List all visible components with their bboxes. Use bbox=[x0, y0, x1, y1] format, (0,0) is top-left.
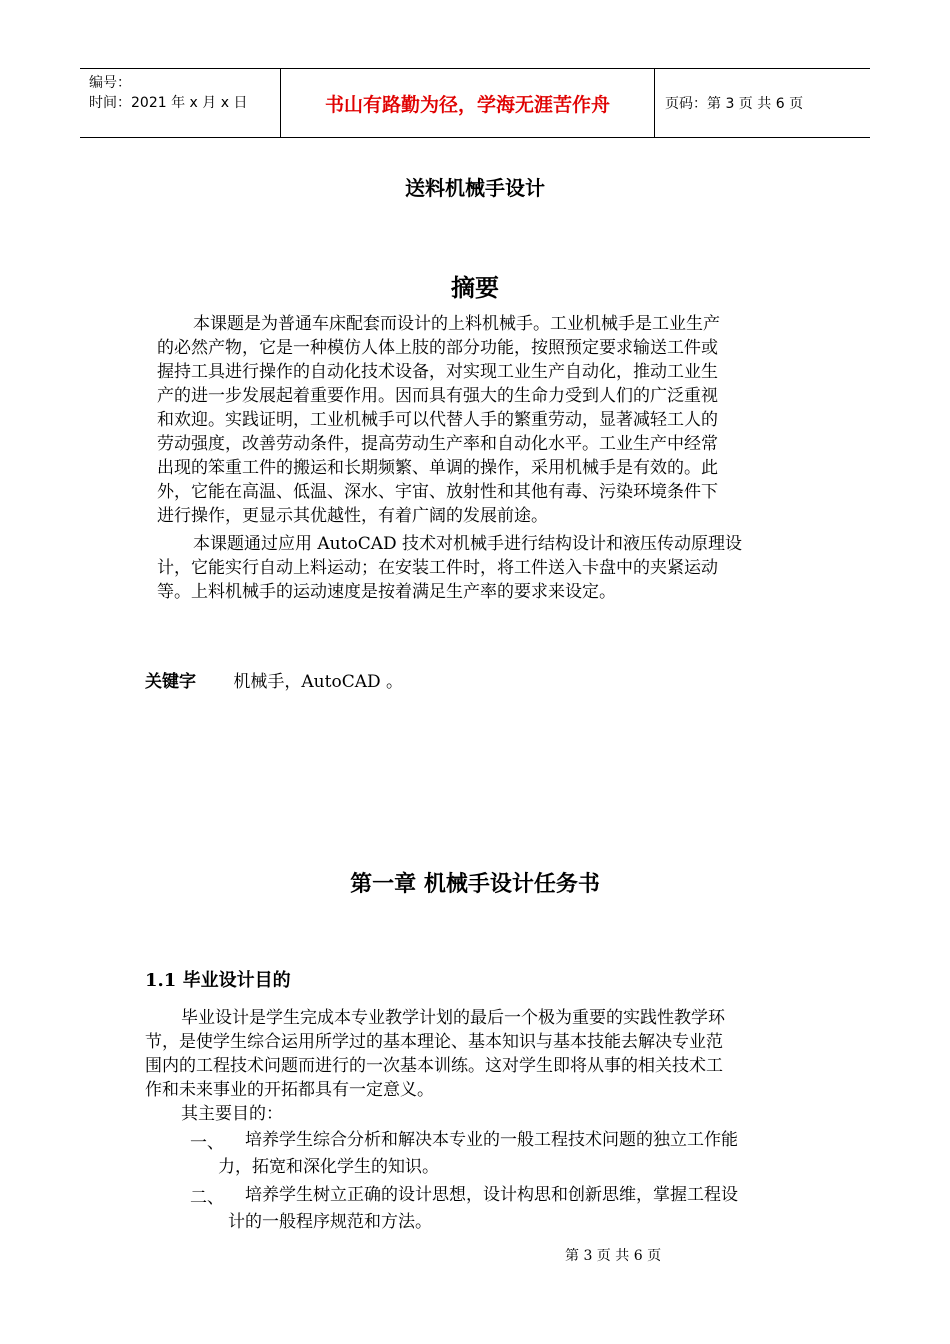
header-left-cell bbox=[80, 69, 281, 137]
abstract-line: 本课题通过应用 AutoCAD 技术对机械手进行结构设计和液压传动原理设 bbox=[193, 534, 743, 554]
section-line: 毕业设计是学生完成本专业教学计划的最后一个极为重要的实践性教学环 bbox=[181, 1008, 725, 1028]
header-table bbox=[80, 68, 870, 138]
doc-code-label: 编号： bbox=[89, 75, 131, 91]
list-item-number: 二、 bbox=[190, 1188, 224, 1208]
header-motto: 书山有路勤为径，学海无涯苦作舟 bbox=[281, 69, 655, 137]
list-item-number: 一、 bbox=[190, 1133, 224, 1153]
section-title: 1.1 毕业设计目的 bbox=[145, 970, 291, 991]
abstract-heading: 摘要 bbox=[451, 273, 499, 302]
list-item-line: 力，拓宽和深化学生的知识。 bbox=[218, 1157, 439, 1177]
abstract-line: 出现的笨重工件的搬运和长期频繁、单调的操作，采用机械手是有效的。此 bbox=[157, 458, 718, 478]
abstract-line: 产的进一步发展起着重要作用。因而具有强大的生命力受到人们的广泛重视 bbox=[157, 386, 718, 406]
section-line: 作和未来事业的开拓都具有一定意义。 bbox=[145, 1080, 434, 1100]
abstract-line: 外，它能在高温、低温、深水、宇宙、放射性和其他有毒、污染环境条件下 bbox=[157, 482, 718, 502]
doc-title: 送料机械手设计 bbox=[405, 176, 545, 200]
section-paragraph-2: 其主要目的： bbox=[181, 1104, 283, 1124]
abstract-line: 计，它能实行自动上料运动；在安装工件时，将工件送入卡盘中的夹紧运动 bbox=[157, 558, 718, 578]
keywords-label: 关键字 bbox=[145, 672, 196, 692]
abstract-line: 的必然产物，它是一种模仿人体上肢的部分功能，按照预定要求输送工件或 bbox=[157, 338, 718, 358]
abstract-line: 和欢迎。实践证明，工业机械手可以代替人手的繁重劳动，显著减轻工人的 bbox=[157, 410, 718, 430]
list-item-line: 计的一般程序规范和方法。 bbox=[228, 1212, 432, 1232]
keywords-value: 机械手，AutoCAD 。 bbox=[233, 672, 404, 692]
section-line: 节，是使学生综合运用所学过的基本理论、基本知识与基本技能去解决专业范 bbox=[145, 1032, 723, 1052]
abstract-line: 等。上料机械手的运动速度是按着满足生产率的要求来设定。 bbox=[157, 582, 616, 602]
abstract-line: 劳动强度，改善劳动条件，提高劳动生产率和自动化水平。工业生产中经常 bbox=[157, 434, 718, 454]
keywords bbox=[145, 668, 403, 696]
section-line: 围内的工程技术问题而进行的一次基本训练。这对学生即将从事的相关技术工 bbox=[145, 1056, 723, 1076]
header-page-info: 页码：第 3 页 共 6 页 bbox=[665, 96, 804, 112]
page-footer: 第 3 页 共 6 页 bbox=[565, 1248, 662, 1264]
list-item-line: 培养学生综合分析和解决本专业的一般工程技术问题的独立工作能 bbox=[245, 1130, 738, 1150]
list-item-line: 培养学生树立正确的设计思想，设计构思和创新思维，掌握工程设 bbox=[245, 1185, 738, 1205]
abstract-line: 握持工具进行操作的自动化技术设备，对实现工业生产自动化，推动工业生 bbox=[157, 362, 718, 382]
chapter-title: 第一章 机械手设计任务书 bbox=[350, 871, 600, 897]
abstract-line: 本课题是为普通车床配套而设计的上料机械手。工业机械手是工业生产 bbox=[193, 314, 720, 334]
doc-date-label: 时间：2021 年 x 月 x 日 bbox=[89, 95, 248, 111]
abstract-line: 进行操作，更显示其优越性，有着广阔的发展前途。 bbox=[157, 506, 548, 526]
